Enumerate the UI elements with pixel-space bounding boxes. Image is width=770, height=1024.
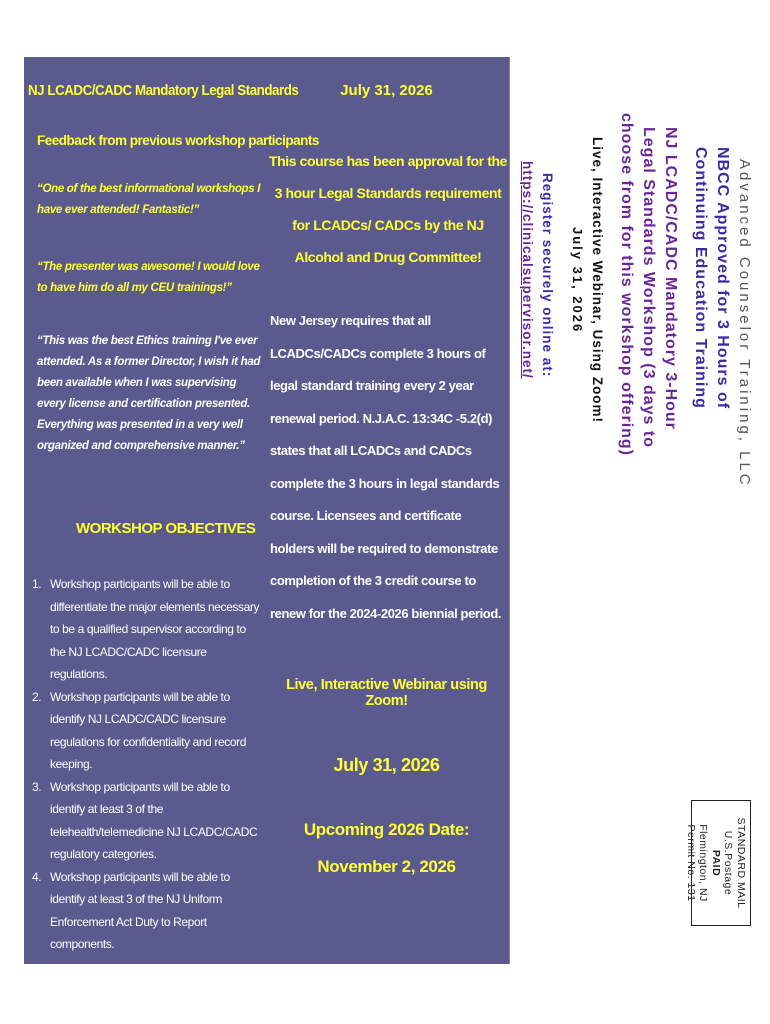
rotated-mailing-content — [510, 57, 761, 964]
nbcc-line-1: NBCC Approved for 3 Hours of — [714, 147, 731, 410]
workshop-date: July 31, 2026 — [340, 82, 433, 99]
upcoming-date: November 2, 2026 — [317, 857, 456, 876]
legal-line-2: Legal Standards Workshop (3 days to — [640, 127, 657, 448]
brochure — [24, 57, 760, 964]
webinar-notice: Live, Interactive Webinar using Zoom! — [286, 677, 487, 709]
nbcc-line-2: Continuing Education Training — [692, 147, 709, 409]
mailing-panel — [509, 57, 761, 964]
company-name: Advanced Counselor Training, LLC — [736, 159, 753, 488]
testimonial-2: “The presenter was awesome! I would love to have him do all my CEU trainings!” — [37, 261, 260, 294]
brochure-title: NJ LCADC/CADC Mandatory Legal Standards — [28, 83, 299, 99]
legal-line-1: NJ LCADC/CADC Mandatory 3-Hour — [662, 127, 679, 430]
objectives-list — [32, 573, 260, 956]
register-text: Register securely online at: — [540, 173, 555, 378]
postage-indicia: STANDARD MAIL U.S.Postage PAID Flemington, NJ Permit No. 131 — [691, 800, 751, 926]
feedback-heading: Feedback from previous workshop participants — [37, 133, 319, 148]
objective-item: 4. Workshop participants will be able to identify at least 3 of the NJ Uniform Enforcement Act Duty to Report components. — [32, 869, 230, 951]
testimonial-1: “One of the best informational workshops I have ever attended! Fantastic!” — [37, 183, 261, 216]
webinar-line: Live, Interactive Webinar, Using Zoom! — [590, 137, 605, 424]
mailing-date: July 31, 2026 — [570, 227, 585, 334]
legal-line-3: choose from for this workshop offering) — [618, 113, 635, 457]
testimonial-3: “This was the best Ethics training I've ever attended. As a former Director, I wish it had been available when I was supervising every license and certification presented. Everything was presented in a very well organized and comprehensive manner.” — [37, 335, 261, 452]
objective-item: 2. Workshop participants will be able to identify NJ LCADC/CADC licensure regulations for confidentiality and record keeping. — [32, 689, 246, 771]
upcoming-label: Upcoming 2026 Date: — [303, 820, 470, 839]
register-link[interactable]: https://clinicalsupervisor.net/ — [520, 161, 535, 379]
objectives-heading: WORKSHOP OBJECTIVES — [76, 520, 256, 537]
objective-item: 1. Workshop participants will be able to differentiate the major elements necessary to be a qualified supervisor according to the NJ LCADC/CADC licensure regulations. — [32, 577, 260, 681]
workshop-date-repeat: July 31, 2026 — [333, 755, 440, 775]
requirement-text: New Jersey requires that all LCADCs/CADCs complete 3 hours of legal standard training every 2 year renewal period. N.J.A.C. 13:34C -5.2(d) states that all LCADCs and CADCs complete the 3 hours in legal standards course. Licensees and certificate holders will be required to demonstrate completion of the 3 credit course to renew for the 2024-2026 biennial period. — [270, 313, 502, 621]
objective-item: 3. Workshop participants will be able to identify at least 3 of the telehealth/telemedicine NJ LCADC/CADC regulatory categories. — [32, 779, 258, 861]
approval-statement: This course has been approval for the 3 hour Legal Standards requirement for LCADCs/ CADCs by the NJ Alcohol and Drug Committee! — [268, 153, 508, 265]
